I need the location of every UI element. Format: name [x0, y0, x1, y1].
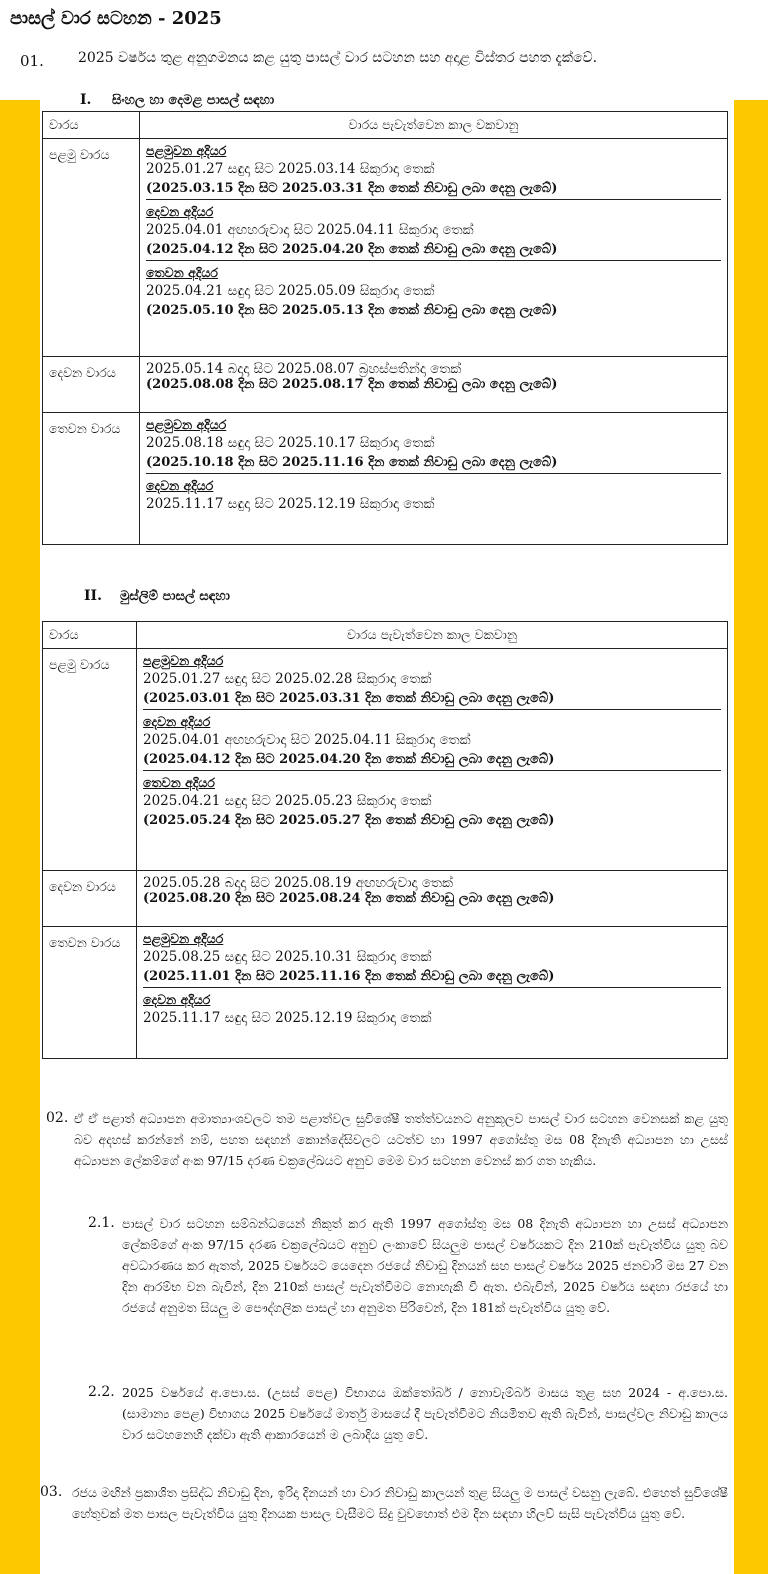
section-1-heading: සිංහල හා දෙමළ පාසල් සඳහා — [112, 93, 275, 108]
table-row — [43, 413, 728, 545]
holiday-note: (2025.11.01 දින සිට 2025.11.16 දින තෙක් නිවාඩු ලබා දෙනු ලැබේ) — [143, 969, 555, 984]
term-range: 2025.05.14 බදාදා සිට 2025.08.07 බ්‍රහස්පතින්දා තෙක් — [146, 361, 462, 377]
term-range: 2025.05.28 බදාදා සිට 2025.08.19 අඟහරුවාදා තෙක් — [143, 875, 453, 891]
phase-range: 2025.08.25 සඳුදා සිට 2025.10.31 සිකුරාදා තෙක් — [143, 949, 432, 965]
page-title: පාසල් වාර සටහන - 2025 — [10, 8, 222, 29]
phase-block — [146, 199, 721, 260]
section-2-heading: මුස්ලිම් පාසල් සඳහා — [120, 589, 230, 604]
phase-title: පළමුවන අදියර — [146, 417, 227, 432]
intro-paragraph: 2025 වර්ෂය තුළ අනුගමනය කළ යුතු පාසල් වාර සටහන සහ අදාළ විස්තර පහත දැක්වේ. — [78, 50, 598, 66]
table-row — [43, 357, 728, 413]
table-row — [43, 649, 728, 871]
term-period-cell — [137, 927, 728, 1059]
phase-block — [143, 927, 721, 987]
section-1-number: I. — [80, 92, 92, 108]
term-period-cell — [140, 413, 728, 545]
table-row — [43, 139, 728, 357]
holiday-note: (2025.05.24 දින සිට 2025.05.27 දින තෙක් නිවාඩු ලබා දෙනු ලැබේ) — [143, 813, 555, 828]
term-period-cell — [137, 871, 728, 927]
column-header-period: වාරය පැවැත්වෙන කාල වකවානු — [137, 622, 728, 649]
table-row — [43, 871, 728, 927]
holiday-note: (2025.05.10 දින සිට 2025.05.13 දින තෙක් නිවාඩු ලබා දෙනු ලැබේ) — [146, 303, 558, 318]
paragraph-02: ඒ ඒ පළාත් අධ්‍යාපන අමාත්‍යාංශවලට තම පළාත්වල සුවිශේෂී තත්ත්වයනට අනුකූලව පාසල් වාර සටහන වෙනසක් කළ යුතු බව අදහස් කරන්නේ නම්, පහත සඳහන් කොන්දේසිවලට යටත්ව හා 1997 අගෝස්තු මස 08 දිනැති අධ්‍යාපන හා උසස් අධ්‍යාපන ලේකම්ගේ අංක 97/15 දරණ චක්‍රලේඛයට අනුව මෙම වාර සටහන වෙනස් කර ගත හැකිය. — [74, 1111, 728, 1168]
holiday-note: (2025.08.20 දින සිට 2025.08.24 දින තෙක් නිවාඩු ලබා දෙනු ලැබේ) — [143, 891, 555, 906]
holiday-note: (2025.03.01 දින සිට 2025.03.31 දින තෙක් නිවාඩු ලබා දෙනු ලැබේ) — [143, 691, 555, 706]
column-header-term: වාරය — [43, 622, 137, 649]
phase-range: 2025.01.27 සඳුදා සිට 2025.02.28 සිකුරාදා තෙක් — [143, 671, 432, 687]
paragraph-number-2-2: 2.2. — [88, 1384, 115, 1400]
column-header-term: වාරය — [43, 112, 140, 139]
section-2-table — [42, 621, 728, 1059]
term-period-cell — [137, 649, 728, 871]
phase-title: දෙවන අදියර — [143, 992, 211, 1007]
phase-range: 2025.11.17 සඳුදා සිට 2025.12.19 සිකුරාදා තෙක් — [143, 1010, 432, 1026]
holiday-note: (2025.03.15 දින සිට 2025.03.31 දින තෙක් නිවාඩු ලබා දෙනු ලැබේ) — [146, 181, 558, 196]
phase-title: පළමුවන අදියර — [143, 653, 224, 668]
table-header-row — [43, 622, 728, 649]
section-1-table — [42, 111, 728, 545]
section-2-number: II. — [84, 588, 102, 604]
term-name: පළමු වාරය — [43, 139, 140, 357]
phase-title: තෙවන අදියර — [143, 775, 215, 790]
holiday-note: (2025.04.12 දින සිට 2025.04.20 දින තෙක් නිවාඩු ලබා දෙනු ලැබේ) — [146, 242, 558, 257]
phase-title: පළමුවන අදියර — [146, 143, 227, 158]
paragraph-2-1: පාසල් වාර සටහන සම්බන්ධයෙන් නිකුත් කර ඇති 1997 අගෝස්තු මස 08 දිනැති අධ්‍යාපන හා උසස් අධ්‍යාපන ලේකම්ගේ අංක 97/15 දරණ චක්‍රලේඛයට අනුව ලංකාවේ සියලුම පාසල් වර්ෂයකට දින 210ක් පැවැත්විය යුතු බව අවධාරණය කර ඇතත්, 2025 වර්ෂයට යෙදෙන රජයේ නිවාඩු දිනයන් සහ පාසල් වර්ෂය 2025 ජනවාරි මස 27 වන දින ආරම්භ වන බැවින්, දින 210ක් පාසල් පැවැත්වීමට නොහැකි වී ඇත. එබැවින්, 2025 වර්ෂය සඳහා රජයේ හා රජයේ අනුමත සියලු ම පෞද්ගලික පාසල් හා අනුමත පිරිවෙන්, දින 181ක් පැවැත්විය යුතු වේ. — [122, 1216, 728, 1315]
term-name: දෙවන වාරය — [43, 871, 137, 927]
paragraph-number-02: 02. — [46, 1110, 69, 1126]
phase-range: 2025.04.01 අඟහරුවාදා සිට 2025.04.11 සිකුරාදා තෙක් — [146, 222, 474, 238]
phase-block — [146, 260, 721, 321]
term-name: පළමු වාරය — [43, 649, 137, 871]
paragraph-number-01: 01. — [20, 52, 44, 70]
paragraph-2-2: 2025 වර්ෂයේ අ.පො.ස. (උසස් පෙළ) විභාගය ඔක්තෝබර් / නොවැම්බර් මාසය තුළ සහ 2024 - අ.පො.ස. (සාමාන්‍ය පෙළ) විභාගය 2025 වර්ෂයේ මාර්තු මාසයේ දී පැවැත්වීමට නියමිතව ඇති බැවින්, පාසල්වල නිවාඩු කාලය වාර සටහනෙහි දක්වා ඇති ආකාරයෙන් ම ලබාදිය යුතු වේ. — [122, 1385, 728, 1442]
phase-title: දෙවන අදියර — [143, 714, 211, 729]
paragraph-03: රජය මඟින් ප්‍රකාශිත ප්‍රසිද්ධ නිවාඩු දින, ඉරිදා දිනයන් හා වාර නිවාඩු කාලයන් තුළ සියලු ම පාසල් වසනු ලැබේ. එහෙත් සුවිශේෂී හේතුවක් මත පාසල පැවැත්විය යුතු දිනයක පාසල වැසීමට සිදු වුවහොත් එම දින සඳහා හිලව් සැසි පැවැත්විය යුතු වේ. — [72, 1485, 728, 1521]
phase-range: 2025.11.17 සඳුදා සිට 2025.12.19 සිකුරාදා තෙක් — [146, 496, 435, 512]
phase-range: 2025.04.21 සඳුදා සිට 2025.05.23 සිකුරාදා තෙක් — [143, 793, 432, 809]
term-name: තෙවන වාරය — [43, 413, 140, 545]
phase-block — [143, 649, 721, 709]
holiday-note: (2025.04.12 දින සිට 2025.04.20 දින තෙක් නිවාඩු ලබා දෙනු ලැබේ) — [143, 752, 555, 767]
term-period-cell — [140, 357, 728, 413]
holiday-note: (2025.10.18 දින සිට 2025.11.16 දින තෙක් නිවාඩු ලබා දෙනු ලැබේ) — [146, 455, 558, 470]
phase-title: තෙවන අදියර — [146, 265, 218, 280]
phase-range: 2025.04.21 සඳුදා සිට 2025.05.09 සිකුරාදා තෙක් — [146, 283, 435, 299]
phase-title: පළමුවන අදියර — [143, 931, 224, 946]
phase-title: දෙවන අදියර — [146, 204, 214, 219]
phase-block — [143, 770, 721, 831]
term-period-cell — [140, 139, 728, 357]
table-row — [43, 927, 728, 1059]
column-header-period: වාරය පැවැත්වෙන කාල වකවානු — [140, 112, 728, 139]
table-header-row — [43, 112, 728, 139]
paragraph-number-2-1: 2.1. — [88, 1215, 115, 1231]
left-yellow-border — [0, 100, 40, 1574]
phase-block — [143, 709, 721, 770]
phase-block — [146, 139, 721, 199]
phase-range: 2025.08.18 සඳුදා සිට 2025.10.17 සිකුරාදා තෙක් — [146, 435, 435, 451]
phase-block — [146, 473, 721, 515]
paragraph-number-03: 03. — [40, 1484, 63, 1500]
phase-title: දෙවන අදියර — [146, 478, 214, 493]
phase-range: 2025.04.01 අඟහරුවාදා සිට 2025.04.11 සිකුරාදා තෙක් — [143, 732, 471, 748]
holiday-note: (2025.08.08 දින සිට 2025.08.17 දින තෙක් නිවාඩු ලබා දෙනු ලැබේ) — [146, 377, 558, 392]
phase-block — [146, 413, 721, 473]
right-yellow-border — [734, 100, 768, 1574]
phase-block — [143, 987, 721, 1029]
phase-range: 2025.01.27 සඳුදා සිට 2025.03.14 සිකුරාදා තෙක් — [146, 161, 435, 177]
term-name: දෙවන වාරය — [43, 357, 140, 413]
term-name: තෙවන වාරය — [43, 927, 137, 1059]
